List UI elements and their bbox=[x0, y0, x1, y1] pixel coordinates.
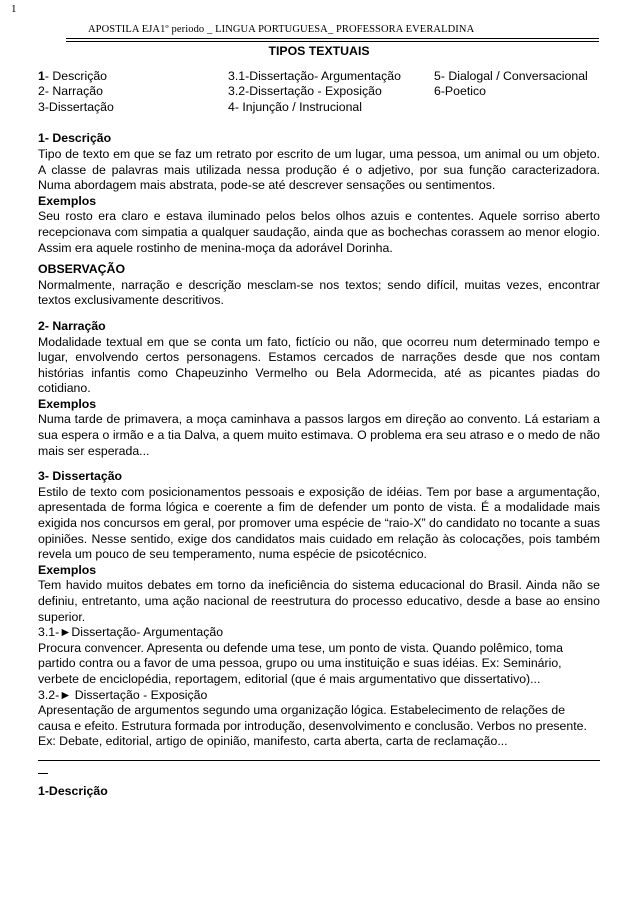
type-item-injuncao: 4- Injunção / Instrucional bbox=[228, 99, 362, 114]
document-body bbox=[38, 44, 600, 800]
dissertacao-text: Estilo de texto com posicionamentos pessoais e exposição de idéias. Tem por base a argumentação, apresentada de forma lógica e coerente a fim de defender um ponto de vista. É a modalidade mais exigida nos concursos em geral, por promover uma espécie de “raio-X” do candidato no tocante a suas opiniões. Nesse sentido, exige dos candidatos mais cuidado em relação às colocações, pois também revela um pouco de seu temperamento, numa espécie de psicotécnico. bbox=[38, 484, 600, 562]
section-heading-narracao: 2- Narração bbox=[38, 318, 106, 333]
separator-line-tail bbox=[38, 763, 48, 774]
descricao-examples-text: Seu rosto era claro e estava iluminado pelos belos olhos azuis e contentes. Aquele sorriso aberto recepcionava com simpatia a qualquer saudação, ainda que as bochechas corassem ao menor elogio. Assim era aquele rostinho de menina-moça da adorável Dorinha. bbox=[38, 209, 600, 255]
type-item-exposicao: 3.2-Dissertação - Exposição bbox=[228, 84, 382, 99]
descricao-examples-label: Exemplos bbox=[38, 193, 97, 208]
type-item-dialogal: 5- Dialogal / Conversacional bbox=[434, 68, 588, 83]
type-item-poetico: 6-Poetico bbox=[434, 84, 486, 99]
separator-line bbox=[38, 750, 600, 761]
exposicao-heading: 3.2-► Dissertação - Exposição bbox=[38, 687, 208, 702]
narracao-examples-text: Numa tarde de primavera, a moça caminhava a passos largos em direção ao convento. Lá estariam a sua espera o irmão e a tia Dalva, a quem muito estimava. O problema era seu atraso e o medo de não mais ser esperada... bbox=[38, 412, 600, 458]
section-heading-dissertacao: 3- Dissertação bbox=[38, 469, 123, 484]
type-item-empty bbox=[434, 100, 600, 116]
document-title: TIPOS TEXTUAIS bbox=[268, 44, 370, 58]
dissertacao-examples-text: Tem havido muitos debates em torno da ineficiência do sistema educacional do Brasil. Ainda não se definiu, entretanto, uma ação nacional de reestrutura do processo educativo, desde a base ao ensino superior. bbox=[38, 578, 600, 624]
final-heading-descricao: 1-Descrição bbox=[38, 783, 108, 798]
type-item-dissertacao: 3-Dissertação bbox=[38, 99, 114, 114]
running-header: APOSTILA EJA1º periodo _ LINGUA PORTUGUESA_ PROFESSORA EVERALDINA bbox=[88, 24, 475, 35]
narracao-text: Modalidade textual em que se conta um fato, fictício ou não, que ocorreu num determinado tempo e lugar, envolvendo certos personagens. Estamos cercados de narrações desde que nos contam histórias infantis como Chapeuzinho Vermelho ou Bela Adormecida, até as picantes piadas do cotidiano. bbox=[38, 334, 600, 396]
type-item-descricao: 1- Descrição bbox=[38, 68, 108, 83]
section-heading-descricao: 1- Descrição bbox=[38, 131, 112, 146]
header-rule-double bbox=[66, 41, 599, 42]
argumentacao-text: Procura convencer. Apresenta ou defende uma tese, um ponto de vista. Quando polêmico, toma partido contra ou a favor de uma pessoa, grupo ou uma instituição e suas idéias. Ex: Seminário, verbete de enciclopédia, reportagem, editorial (que é mais argumentativo que dissertativo)... bbox=[38, 640, 563, 686]
type-item-argumentacao: 3.1-Dissertação- Argumentação bbox=[228, 68, 401, 83]
dissertacao-examples-label: Exemplos bbox=[38, 562, 97, 577]
page-number: 1 bbox=[11, 3, 17, 15]
observacao-heading: OBSERVAÇÃO bbox=[38, 262, 126, 277]
narracao-examples-label: Exemplos bbox=[38, 396, 97, 411]
header-rule bbox=[66, 38, 599, 39]
type-item-narracao: 2- Narração bbox=[38, 84, 103, 99]
descricao-text: Tipo de texto em que se faz um retrato por escrito de um lugar, uma pessoa, um animal ou um objeto. A classe de palavras mais utilizada nessa produção é o adjetivo, por sua função caracterizadora. Numa abordagem mais abstrata, pode-se até descrever sensações ou sentimentos. bbox=[38, 146, 600, 193]
text-types-list bbox=[38, 69, 600, 116]
observacao-text: Normalmente, narração e descrição mesclam-se nos textos; sendo difícil, muitas vezes, encontrar textos exclusivamente descritivos. bbox=[38, 277, 600, 308]
exposicao-text: Apresentação de argumentos segundo uma organização lógica. Estabelecimento de relações de causa e efeito. Estrutura formada por introdução, desenvolvimento e conclusão. Verbos no presente. Ex: Debate, editorial, artigo de opinião, manifesto, carta aberta, carta de reclamação... bbox=[38, 703, 587, 749]
argumentacao-heading: 3.1-►Dissertação- Argumentação bbox=[38, 625, 224, 640]
